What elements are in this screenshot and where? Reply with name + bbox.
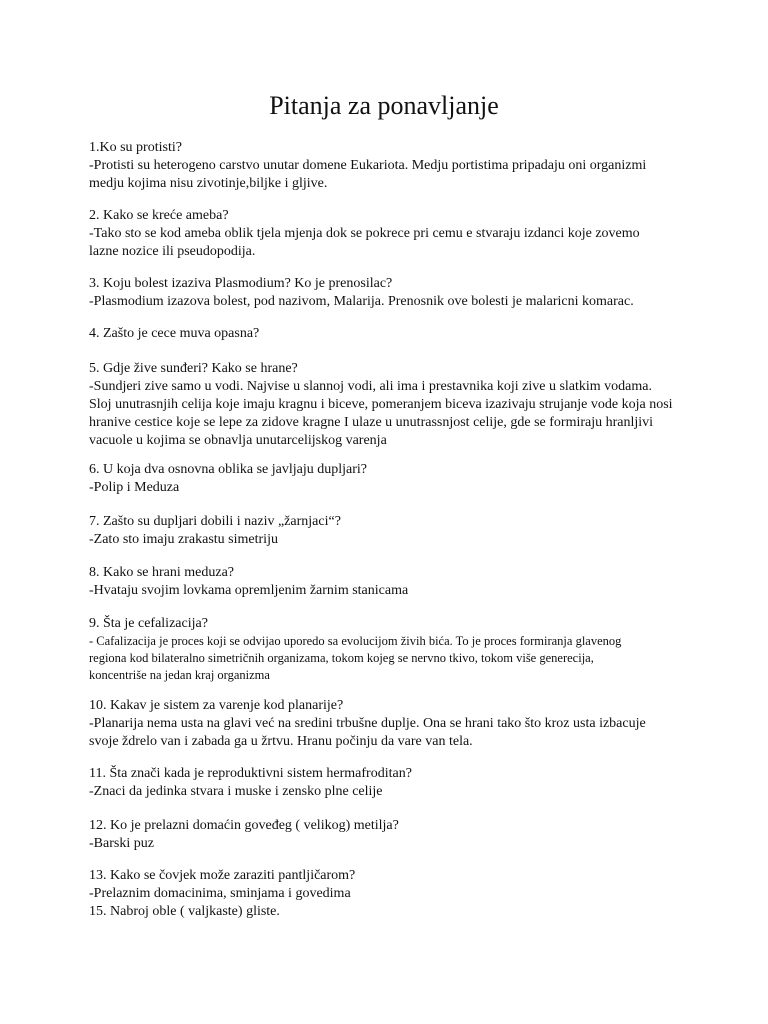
answer-9-line-3: koncentriše na jedan kraj organizma bbox=[89, 668, 270, 682]
document-title: Pitanja za ponavljanje bbox=[269, 91, 499, 120]
question-8: 8. Kako se hrani meduza? bbox=[89, 565, 234, 580]
answer-10-line-1: -Planarija nema usta na glavi već na sredini trbušne duplje. Ona se hrani tako što kroz usta izbacuje bbox=[89, 716, 646, 731]
answer-8-line-1: -Hvataju svojim lovkama opremljenim žarnim stanicama bbox=[89, 583, 409, 598]
answer-13-line-1: -Prelaznim domacinima, sminjama i govedima bbox=[89, 886, 351, 901]
qa-item-6 bbox=[89, 461, 689, 497]
qa-item-10 bbox=[89, 697, 689, 751]
qa-item-3 bbox=[89, 275, 689, 311]
question-6: 6. U koja dva osnovna oblika se javljaju dupljari? bbox=[89, 462, 367, 477]
question-7: 7. Zašto su dupljari dobili i naziv „žarnjaci“? bbox=[89, 514, 341, 529]
qa-item-9 bbox=[89, 615, 689, 684]
answer-5-line-4: vacuole u kojima se obnavlja unutarcelijskog varenja bbox=[89, 433, 387, 448]
qa-item-7 bbox=[89, 513, 689, 549]
answer-1-line-2: medju kojima nisu zivotinje,biljke i gljive. bbox=[89, 176, 328, 191]
qa-item-8 bbox=[89, 564, 689, 600]
answer-5-line-1: -Sundjeri zive samo u vodi. Najvise u slannoj vodi, ali ima i prestavnika koji zive u slatkim vodama. bbox=[89, 379, 653, 394]
question-3: 3. Koju bolest izaziva Plasmodium? Ko je prenosilac? bbox=[89, 276, 393, 291]
question-5: 5. Gdje žive sunđeri? Kako se hrane? bbox=[89, 361, 298, 376]
qa-item-4 bbox=[89, 325, 689, 343]
answer-2-line-2: lazne nozice ili pseudopodija. bbox=[89, 244, 256, 259]
answer-9-line-1: - Cafalizacija je proces koji se odvijao uporedo sa evolucijom živih bića. To je proces formiranja glavenog bbox=[89, 634, 622, 648]
qa-item-2 bbox=[89, 207, 689, 261]
qa-item-11 bbox=[89, 765, 689, 801]
answer-2-line-1: -Tako sto se kod ameba oblik tjela mjenja dok se pokrece pri cemu e stvaraju izdanci koje zovemo bbox=[89, 226, 640, 241]
qa-item-12 bbox=[89, 817, 689, 853]
question-2: 2. Kako se kreće ameba? bbox=[89, 208, 229, 223]
answer-9-line-2: regiona kod bilateralno simetričnih organizama, tokom kojeg se nervno tkivo, tokom više generecija, bbox=[89, 651, 594, 665]
answer-5-line-2: Sloj unutrasnjih celija koje imaju kragnu i biceve, pomeranjem biceva izazivaju strujanje vode koja nosi bbox=[89, 397, 673, 412]
answer-6-line-1: -Polip i Meduza bbox=[89, 480, 180, 495]
question-13: 13. Kako se čovjek može zaraziti pantljičarom? bbox=[89, 868, 356, 883]
answer-1-line-1: -Protisti su heterogeno carstvo unutar domene Eukariota. Medju portistima pripadaju oni organizmi bbox=[89, 158, 647, 173]
qa-item-1 bbox=[89, 139, 689, 193]
question-15: 15. Nabroj oble ( valjkaste) gliste. bbox=[89, 904, 280, 919]
answer-12-line-1: -Barski puz bbox=[89, 836, 154, 851]
qa-item-5 bbox=[89, 360, 689, 450]
answer-10-line-2: svoje ždrelo van i zabada ga u žrtvu. Hranu počinju da vare van tela. bbox=[89, 734, 473, 749]
answer-3-line-1: -Plasmodium izazova bolest, pod nazivom, Malarija. Prenosnik ove bolesti je malaricni komarac. bbox=[89, 294, 634, 309]
question-1: 1.Ko su protisti? bbox=[89, 140, 182, 155]
question-9: 9. Šta je cefalizacija? bbox=[89, 616, 208, 631]
answer-11-line-1: -Znaci da jedinka stvara i muske i zensko plne celije bbox=[89, 784, 383, 799]
answer-7-line-1: -Zato sto imaju zrakastu simetriju bbox=[89, 532, 278, 547]
question-4: 4. Zašto je cece muva opasna? bbox=[89, 326, 260, 341]
question-11: 11. Šta znači kada je reproduktivni sistem hermafroditan? bbox=[89, 766, 412, 781]
question-10: 10. Kakav je sistem za varenje kod planarije? bbox=[89, 698, 344, 713]
qa-item-13 bbox=[89, 867, 689, 921]
answer-5-line-3: hranive cestice koje se lepe za zidove kragne I ulaze u unutrassnjost celije, gde se formiraju hranljivi bbox=[89, 415, 654, 430]
question-12: 12. Ko je prelazni domaćin goveđeg ( velikog) metilja? bbox=[89, 818, 399, 833]
